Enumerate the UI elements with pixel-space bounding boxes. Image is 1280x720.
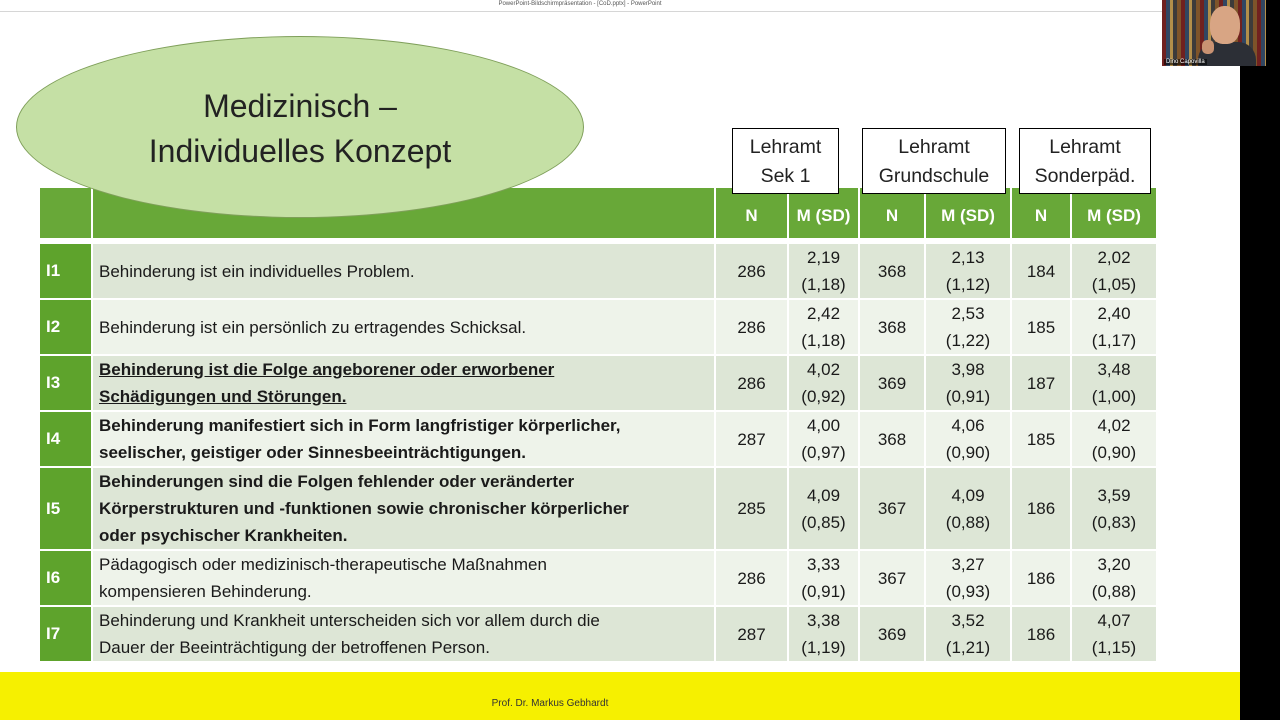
person-head	[1210, 6, 1240, 44]
mean-value: 2,19	[806, 248, 841, 267]
item-id: I5	[39, 467, 92, 550]
sd-value: (0,92)	[801, 387, 846, 406]
mean-value: 2,13	[951, 248, 985, 267]
sd-value: (0,83)	[1091, 512, 1137, 532]
sd-value: (1,19)	[801, 638, 846, 657]
header-msd-grundschule: M (SD)	[925, 187, 1011, 239]
msd-grundschule	[925, 550, 1011, 606]
msd-sonderpaed	[1071, 606, 1157, 662]
window-title: PowerPoint-Bildschirmpräsentation - [CoD.pptx] - PowerPoint	[498, 1, 662, 7]
table-row	[39, 299, 1157, 355]
mean-value: 3,38	[806, 611, 841, 630]
item-id: I6	[39, 550, 92, 606]
header-n-sek1: N	[715, 187, 788, 239]
item-id: I4	[39, 411, 92, 467]
table-row	[39, 355, 1157, 411]
msd-sek1	[788, 299, 859, 355]
msd-sonderpaed	[1071, 355, 1157, 411]
n-sek1: 286	[715, 550, 788, 606]
n-grundschule: 368	[859, 243, 925, 299]
statement-line: Behinderung und Krankheit unterscheiden sich vor allem durch die	[99, 611, 600, 630]
mean-value: 2,02	[1097, 248, 1131, 267]
msd-grundschule	[925, 467, 1011, 550]
n-sonderpaed: 185	[1011, 299, 1071, 355]
item-statement	[92, 550, 715, 606]
sd-value: (0,97)	[801, 443, 846, 462]
statement-line: Schädigungen und Störungen.	[99, 387, 347, 406]
webcam-thumbnail[interactable]	[1162, 0, 1266, 66]
sd-value: (0,91)	[801, 582, 846, 601]
mean-value: 3,98	[951, 360, 985, 379]
n-sonderpaed: 186	[1011, 550, 1071, 606]
msd-sonderpaed	[1071, 467, 1157, 550]
sd-value: (0,93)	[945, 582, 991, 601]
statement-line: Behinderung manifestiert sich in Form langfristiger körperlicher,	[99, 416, 621, 435]
n-grundschule: 368	[859, 299, 925, 355]
group-label-line1: Lehramt	[1049, 136, 1121, 158]
msd-sonderpaed	[1071, 550, 1157, 606]
sd-value: (1,18)	[801, 275, 846, 294]
slide-title	[16, 84, 584, 174]
statement-line: Behinderung ist ein persönlich zu ertragendes Schicksal.	[99, 317, 527, 337]
n-sonderpaed: 186	[1011, 606, 1071, 662]
n-sek1: 285	[715, 467, 788, 550]
sd-value: (1,00)	[1091, 387, 1137, 406]
slide-title-line2: Individuelles Konzept	[148, 133, 452, 169]
table-row	[39, 243, 1157, 299]
sd-value: (0,85)	[801, 512, 846, 532]
mean-value: 3,27	[951, 555, 985, 574]
n-sek1: 286	[715, 355, 788, 411]
item-id: I3	[39, 355, 92, 411]
item-id: I1	[39, 243, 92, 299]
mean-value: 2,40	[1097, 304, 1131, 323]
group-label-line2: Sonderpäd.	[1034, 165, 1136, 187]
right-black-bar	[1240, 0, 1280, 720]
window-titlebar	[0, 0, 1240, 12]
statement-line: Körperstrukturen und -funktionen sowie chronischer körperlicher	[99, 499, 629, 518]
item-id: I2	[39, 299, 92, 355]
sd-value: (1,21)	[945, 638, 991, 657]
sd-value: (1,18)	[801, 331, 846, 350]
group-label-grundschule	[862, 128, 1006, 194]
table-row	[39, 606, 1157, 662]
webcam-participant-name: Dino Capovilla	[1166, 59, 1205, 65]
mean-value: 3,33	[806, 555, 841, 574]
n-sonderpaed: 184	[1011, 243, 1071, 299]
item-statement	[92, 606, 715, 662]
mean-value: 2,53	[951, 304, 985, 323]
person-hand	[1202, 40, 1214, 54]
mean-value: 3,59	[1097, 485, 1131, 505]
table-row	[39, 411, 1157, 467]
sd-value: (0,90)	[945, 443, 991, 462]
mean-value: 4,09	[951, 485, 985, 505]
statement-line: Behinderungen sind die Folgen fehlender oder veränderter	[99, 472, 575, 491]
msd-sek1	[788, 243, 859, 299]
sd-value: (1,12)	[945, 275, 991, 294]
n-grundschule: 369	[859, 606, 925, 662]
msd-grundschule	[925, 606, 1011, 662]
n-grundschule: 367	[859, 550, 925, 606]
table-row	[39, 550, 1157, 606]
mean-value: 3,52	[951, 611, 985, 630]
header-n-sonderpaed: N	[1011, 187, 1071, 239]
statement-line: Behinderung ist ein individuelles Problem.	[99, 261, 415, 281]
n-grundschule: 368	[859, 411, 925, 467]
mean-value: 3,48	[1097, 360, 1131, 379]
item-statement	[92, 243, 715, 299]
footer-author: Prof. Dr. Markus Gebhardt	[491, 698, 609, 709]
sd-value: (0,90)	[1091, 443, 1137, 462]
item-statement	[92, 355, 715, 411]
n-sonderpaed: 186	[1011, 467, 1071, 550]
n-grundschule: 367	[859, 467, 925, 550]
statement-line: Pädagogisch oder medizinisch-therapeutische Maßnahmen	[99, 555, 547, 574]
group-label-sonderpaed	[1019, 128, 1151, 194]
footer-bar	[0, 672, 1240, 720]
header-n-grundschule: N	[859, 187, 925, 239]
header-msd-sek1: M (SD)	[788, 187, 859, 239]
mean-value: 4,07	[1097, 611, 1131, 630]
sd-value: (1,05)	[1091, 275, 1137, 294]
n-sonderpaed: 185	[1011, 411, 1071, 467]
n-sek1: 286	[715, 299, 788, 355]
sd-value: (1,22)	[945, 331, 991, 350]
n-sonderpaed: 187	[1011, 355, 1071, 411]
item-statement	[92, 411, 715, 467]
msd-sonderpaed	[1071, 243, 1157, 299]
msd-grundschule	[925, 411, 1011, 467]
item-statement	[92, 467, 715, 550]
sd-value: (0,91)	[945, 387, 991, 406]
results-table	[38, 186, 1158, 663]
n-sek1: 286	[715, 243, 788, 299]
group-label-line2: Grundschule	[878, 165, 990, 187]
item-statement	[92, 299, 715, 355]
statement-line: Dauer der Beeinträchtigung der betroffenen Person.	[99, 638, 490, 657]
msd-grundschule	[925, 243, 1011, 299]
header-id-cell	[39, 187, 92, 239]
mean-value: 4,00	[806, 416, 841, 435]
sd-value: (0,88)	[945, 512, 991, 532]
n-sek1: 287	[715, 411, 788, 467]
msd-sek1	[788, 467, 859, 550]
mean-value: 4,02	[1097, 416, 1131, 435]
msd-sek1	[788, 355, 859, 411]
n-sek1: 287	[715, 606, 788, 662]
msd-sonderpaed	[1071, 299, 1157, 355]
mean-value: 4,09	[806, 485, 841, 505]
mean-value: 2,42	[806, 304, 841, 323]
sd-value: (1,15)	[1091, 638, 1137, 657]
group-label-line1: Lehramt	[749, 136, 822, 158]
n-grundschule: 369	[859, 355, 925, 411]
mean-value: 4,06	[951, 416, 985, 435]
table-row	[39, 467, 1157, 550]
group-label-sek1	[732, 128, 839, 194]
sd-value: (1,17)	[1091, 331, 1137, 350]
sd-value: (0,88)	[1091, 582, 1137, 601]
group-label-line1: Lehramt	[898, 136, 970, 158]
msd-sek1	[788, 550, 859, 606]
header-msd-sonderpaed: M (SD)	[1071, 187, 1157, 239]
mean-value: 3,20	[1097, 555, 1131, 574]
msd-grundschule	[925, 355, 1011, 411]
statement-line: Behinderung ist die Folge angeborener oder erworbener	[99, 360, 555, 379]
slide-title-line1: Medizinisch –	[203, 88, 397, 124]
statement-line: seelischer, geistiger oder Sinnesbeeinträchtigungen.	[99, 443, 527, 462]
statement-line: oder psychischer Krankheiten.	[99, 526, 348, 545]
msd-sek1	[788, 411, 859, 467]
msd-sek1	[788, 606, 859, 662]
msd-sonderpaed	[1071, 411, 1157, 467]
group-label-line2: Sek 1	[760, 165, 811, 187]
msd-grundschule	[925, 299, 1011, 355]
item-id: I7	[39, 606, 92, 662]
statement-line: kompensieren Behinderung.	[99, 582, 312, 601]
mean-value: 4,02	[806, 360, 841, 379]
